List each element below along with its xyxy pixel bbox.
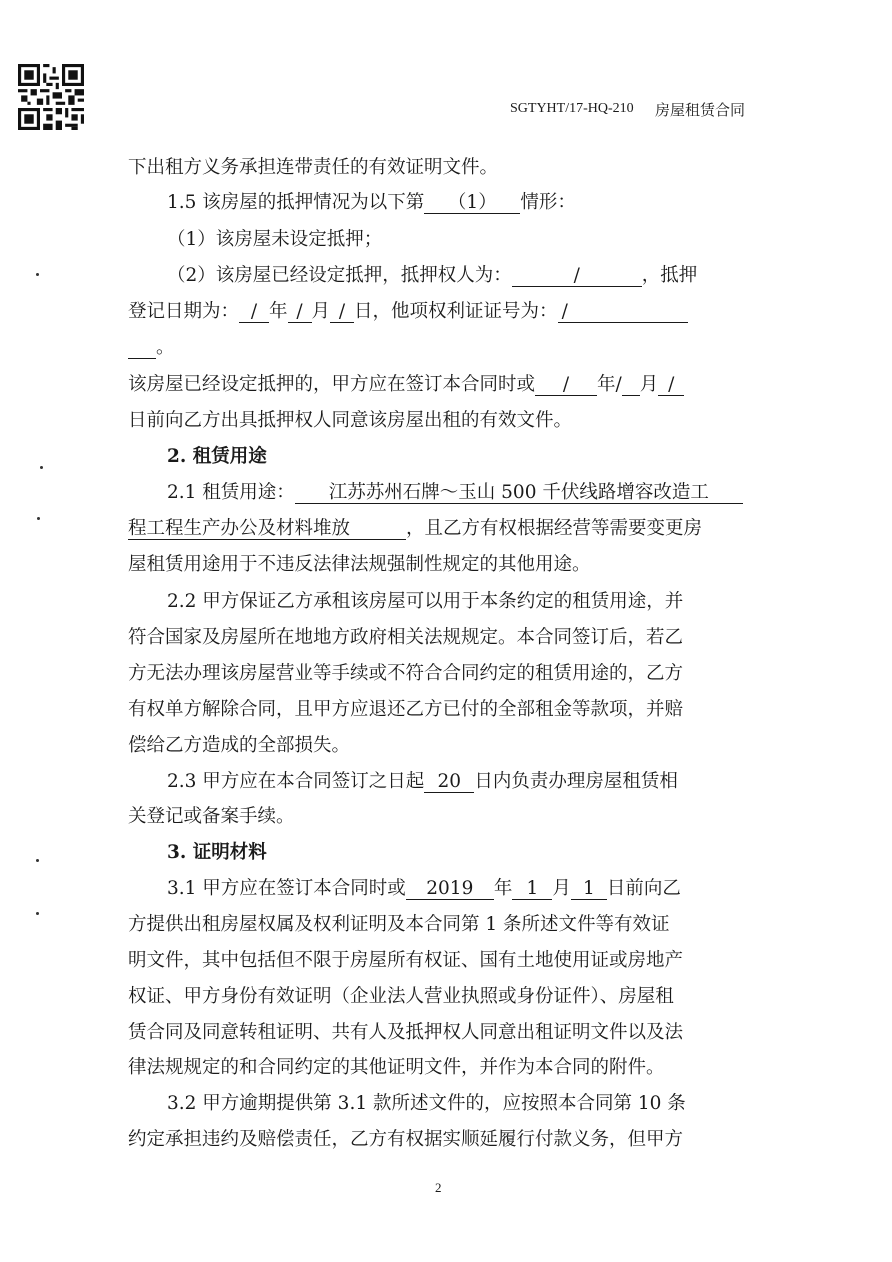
margin-mark <box>36 273 39 276</box>
qr-code <box>18 64 84 130</box>
filled-blank: 2019 <box>406 879 494 900</box>
text: 情形： <box>520 192 576 213</box>
margin-mark <box>40 466 43 469</box>
filled-blank: / <box>239 302 269 323</box>
text-line: 日前向乙方出具抵押权人同意该房屋出租的有效文件。 <box>128 410 573 431</box>
text: 月 <box>311 301 331 322</box>
margin-mark <box>36 859 39 862</box>
text-line <box>128 877 807 901</box>
text: 年/ <box>597 374 622 395</box>
text: ，抵押 <box>641 265 698 286</box>
filled-blank: 江苏苏州石牌～玉山 500 千伏线路增容改造工 <box>295 483 743 504</box>
text-line <box>128 336 768 360</box>
text: 2.3 甲方应在本合同签订之日起 <box>167 771 425 792</box>
text: 日内负责办理房屋租赁相 <box>474 771 678 792</box>
text-line: 律法规规定的和合同约定的其他证明文件，并作为本合同的附件。 <box>128 1057 665 1078</box>
filled-blank: 程工程生产办公及材料堆放 <box>128 519 406 540</box>
text-line: 3.2 甲方逾期提供第 3.1 款所述文件的，应按照本合同第 10 条 <box>167 1093 686 1114</box>
text: 年 <box>269 301 288 322</box>
text-line: 关登记或备案手续。 <box>128 806 295 827</box>
text-line: 屋租赁用途用于不违反法律法规强制性规定的其他用途。 <box>128 554 591 575</box>
text: 该房屋已经设定抵押的，甲方应在签订本合同时或 <box>128 374 536 395</box>
text: 月 <box>552 878 571 899</box>
text-line <box>128 264 807 288</box>
section-heading: 3. 证明材料 <box>167 842 267 863</box>
filled-blank: / <box>512 266 642 287</box>
text-line: 明文件，其中包括但不限于房屋所有权证、国有土地使用证或房地产 <box>128 950 684 971</box>
filled-blank: 1 <box>512 879 552 900</box>
filled-blank: 20 <box>424 772 474 793</box>
text: 年 <box>493 878 513 899</box>
page-number: 2 <box>435 1180 442 1195</box>
text-line <box>128 517 768 541</box>
text-line: 方无法办理该房屋营业等手续或不符合合同约定的租赁用途的，乙方 <box>128 663 684 684</box>
filled-blank: 1 <box>571 879 607 900</box>
text-line: 符合国家及房屋所在地地方政府相关法规规定。本合同签订后，若乙 <box>128 627 684 648</box>
blank <box>622 375 640 396</box>
text: 月 <box>639 374 659 395</box>
filled-blank: / <box>288 302 312 323</box>
filled-blank: / <box>330 302 354 323</box>
text-line: 2.2 甲方保证乙方承租该房屋可以用于本条约定的租赁用途，并 <box>167 591 684 612</box>
text-line <box>128 770 807 794</box>
text-line <box>128 373 768 397</box>
filled-blank: / <box>658 375 684 396</box>
filled-blank: / <box>558 302 688 323</box>
text: （2）该房屋已经设定抵押，抵押权人为： <box>167 265 512 286</box>
document-code: SGTYHT/17-HQ-210 <box>510 101 634 116</box>
margin-mark <box>37 517 40 520</box>
filled-blank: （1） <box>424 193 520 214</box>
text-line: 赁合同及同意转租证明、共有人及抵押权人同意出租证明文件以及法 <box>128 1022 684 1043</box>
margin-mark <box>36 912 39 915</box>
document-title: 房屋租赁合同 <box>655 101 746 119</box>
text-line: （1）该房屋未设定抵押； <box>167 229 383 250</box>
text: ，且乙方有权根据经营等需要变更房 <box>406 518 703 539</box>
section-heading: 2. 租赁用途 <box>167 446 267 467</box>
text-line: 下出租方义务承担连带责任的有效证明文件。 <box>128 157 499 178</box>
text-line: 有权单方解除合同，且甲方应退还乙方已付的全部租金等款项，并赔 <box>128 699 684 720</box>
text-line: 约定承担违约及赔偿责任，乙方有权据实顺延履行付款义务，但甲方 <box>128 1129 684 1150</box>
text-line <box>128 300 768 324</box>
text: 日，他项权利证证号为： <box>354 301 558 322</box>
text-line: 偿给乙方造成的全部损失。 <box>128 735 351 756</box>
text-line <box>128 481 807 505</box>
blank <box>128 338 156 359</box>
text: 1.5 该房屋的抵押情况为以下第 <box>167 192 425 213</box>
filled-blank: / <box>535 375 597 396</box>
text: 。 <box>156 337 175 358</box>
text: 日前向乙 <box>606 878 681 899</box>
text: 3.1 甲方应在签订本合同时或 <box>167 878 406 899</box>
text-line: 方提供出租房屋权属及权利证明及本合同第 1 条所述文件等有效证 <box>128 914 670 935</box>
text-line <box>128 191 807 215</box>
text-line: 权证、甲方身份有效证明（企业法人营业执照或身份证件）、房屋租 <box>128 986 674 1007</box>
text: 2.1 租赁用途： <box>167 482 295 503</box>
text: 登记日期为： <box>128 301 240 322</box>
